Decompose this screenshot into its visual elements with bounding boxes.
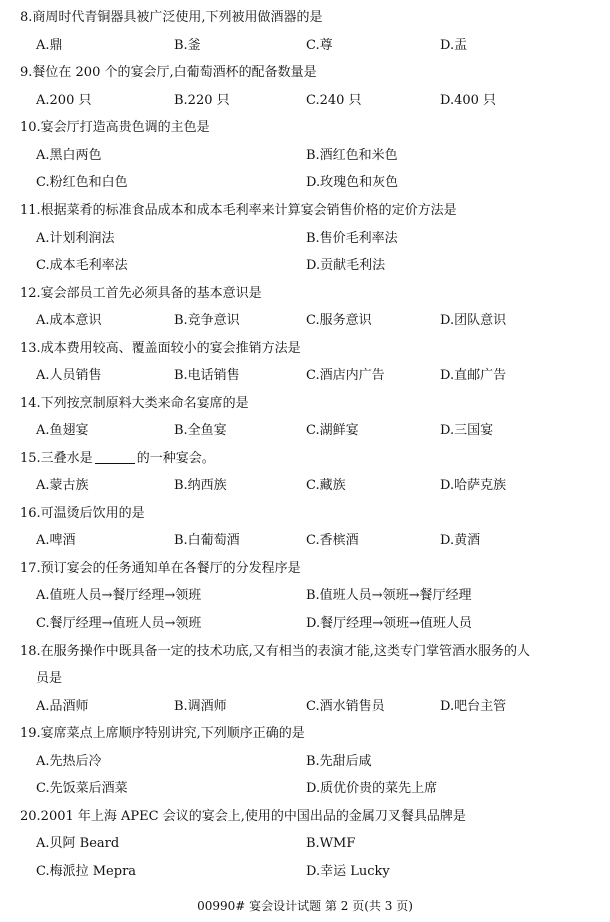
option-d[interactable]: D.质优价贵的菜先上席	[306, 781, 438, 796]
question-text: 16.可温烫后饮用的是	[20, 506, 145, 521]
option-b[interactable]: B.值班人员→领班→餐厅经理	[306, 588, 472, 603]
option-b[interactable]: B.釜	[174, 38, 201, 53]
question-text-line2: 员是	[36, 671, 63, 686]
option-a[interactable]: A.200 只	[36, 93, 92, 108]
option-c[interactable]: C.尊	[306, 38, 333, 53]
option-b[interactable]: B.竞争意识	[174, 313, 240, 328]
question-text: 17.预订宴会的任务通知单在各餐厅的分发程序是	[20, 561, 301, 576]
option-d[interactable]: D.餐厅经理→领班→值班人员	[306, 616, 472, 631]
option-b[interactable]: B.电话销售	[174, 368, 240, 383]
question-stem	[0, 8, 610, 28]
question-text	[20, 449, 215, 469]
option-b[interactable]: B.售价毛利率法	[306, 231, 398, 246]
option-d[interactable]: D.幸运 Lucky	[306, 864, 390, 879]
question-stem	[0, 642, 610, 662]
option-d[interactable]: D.吧台主管	[440, 699, 507, 714]
option-a[interactable]: A.成本意识	[36, 313, 102, 328]
question-stem	[0, 284, 610, 304]
option-a[interactable]: A.啤酒	[36, 533, 76, 548]
question-text: 13.成本费用较高、覆盖面较小的宴会推销方法是	[20, 341, 301, 356]
option-c[interactable]: C.酒店内广告	[306, 368, 385, 383]
option-c[interactable]: C.成本毛利率法	[36, 258, 128, 273]
option-d[interactable]: D.贡献毛利法	[306, 258, 386, 273]
question-text: 14.下列按烹制原料大类来命名宴席的是	[20, 396, 249, 411]
option-c[interactable]: C.服务意识	[306, 313, 372, 328]
question-text-after-blank: 的一种宴会。	[136, 451, 215, 466]
option-c[interactable]: C.藏族	[306, 478, 346, 493]
question-text-before-blank: 15.三叠水是	[20, 451, 93, 466]
question-stem	[0, 118, 610, 138]
option-b[interactable]: B.WMF	[306, 836, 356, 851]
option-c[interactable]: C.先饭菜后酒菜	[36, 781, 128, 796]
option-d[interactable]: D.三国宴	[440, 423, 494, 438]
option-a[interactable]: A.蒙古族	[36, 478, 89, 493]
question-stem	[0, 724, 610, 744]
options-row	[0, 173, 610, 193]
option-d[interactable]: D.盂	[440, 38, 468, 53]
options-row	[0, 614, 610, 634]
option-c[interactable]: C.240 只	[306, 93, 362, 108]
question-text: 8.商周时代青铜器具被广泛使用,下列被用做酒器的是	[20, 10, 323, 25]
question-stem	[0, 504, 610, 524]
option-b[interactable]: B.220 只	[174, 93, 230, 108]
page-footer: 00990# 宴会设计试题 第 2 页(共 3 页)	[197, 899, 413, 913]
option-c[interactable]: C.餐厅经理→值班人员→领班	[36, 616, 202, 631]
options-row	[0, 862, 610, 882]
option-c[interactable]: C.湖鲜宴	[306, 423, 359, 438]
options-row	[0, 91, 610, 111]
question-stem	[0, 559, 610, 579]
option-c[interactable]: C.梅派拉 Mepra	[36, 864, 137, 879]
question-text: 9.餐位在 200 个的宴会厅,白葡萄酒杯的配备数量是	[20, 65, 317, 80]
option-d[interactable]: D.团队意识	[440, 313, 507, 328]
option-c[interactable]: C.酒水销售员	[306, 699, 385, 714]
option-d[interactable]: D.黄酒	[440, 533, 481, 548]
option-c[interactable]: C.香槟酒	[306, 533, 359, 548]
question-stem-continued	[0, 669, 610, 689]
options-row	[0, 366, 610, 386]
option-b[interactable]: B.全鱼宴	[174, 423, 227, 438]
question-stem	[0, 63, 610, 83]
options-row	[0, 531, 610, 551]
option-d[interactable]: D.玫瑰色和灰色	[306, 175, 399, 190]
option-a[interactable]: A.鱼翅宴	[36, 423, 89, 438]
options-row	[0, 586, 610, 606]
options-row	[0, 752, 610, 772]
question-text: 10.宴会厅打造高贵色调的主色是	[20, 120, 210, 135]
option-a[interactable]: A.贝阿 Beard	[36, 836, 120, 851]
option-b[interactable]: B.酒红色和米色	[306, 148, 398, 163]
option-a[interactable]: A.先热后冷	[36, 754, 102, 769]
option-a[interactable]: A.品酒师	[36, 699, 89, 714]
question-stem	[0, 449, 610, 469]
option-b[interactable]: B.先甜后咸	[306, 754, 372, 769]
option-c[interactable]: C.粉红色和白色	[36, 175, 128, 190]
options-row	[0, 36, 610, 56]
question-stem	[0, 339, 610, 359]
option-d[interactable]: D.哈萨克族	[440, 478, 507, 493]
options-row	[0, 834, 610, 854]
question-stem	[0, 394, 610, 414]
option-a[interactable]: A.人员销售	[36, 368, 102, 383]
option-a[interactable]: A.计划利润法	[36, 231, 115, 246]
question-text: 11.根据菜肴的标准食品成本和成本毛利率来计算宴会销售价格的定价方法是	[20, 203, 457, 218]
options-row	[0, 229, 610, 249]
question-text: 19.宴席菜点上席顺序特别讲究,下列顺序正确的是	[20, 726, 305, 741]
option-b[interactable]: B.纳西族	[174, 478, 227, 493]
question-text: 18.在服务操作中既具备一定的技术功底,又有相当的表演才能,这类专门掌管酒水服务的人	[20, 644, 530, 659]
question-stem	[0, 201, 610, 221]
question-text: 20.2001 年上海 APEC 会议的宴会上,使用的中国出品的金属刀叉餐具品牌是	[20, 809, 466, 824]
options-row	[0, 146, 610, 166]
option-d[interactable]: D.直邮广告	[440, 368, 507, 383]
option-b[interactable]: B.白葡萄酒	[174, 533, 240, 548]
question-stem	[0, 807, 610, 827]
options-row	[0, 476, 610, 496]
option-a[interactable]: A.黑白两色	[36, 148, 102, 163]
options-row	[0, 779, 610, 799]
option-a[interactable]: A.鼎	[36, 38, 63, 53]
question-text: 12.宴会部员工首先必须具备的基本意识是	[20, 286, 262, 301]
fill-in-blank	[95, 449, 135, 464]
options-row	[0, 256, 610, 276]
option-a[interactable]: A.值班人员→餐厅经理→领班	[36, 588, 202, 603]
options-row	[0, 421, 610, 441]
option-d[interactable]: D.400 只	[440, 93, 497, 108]
options-row	[0, 697, 610, 717]
option-b[interactable]: B.调酒师	[174, 699, 227, 714]
options-row	[0, 311, 610, 331]
